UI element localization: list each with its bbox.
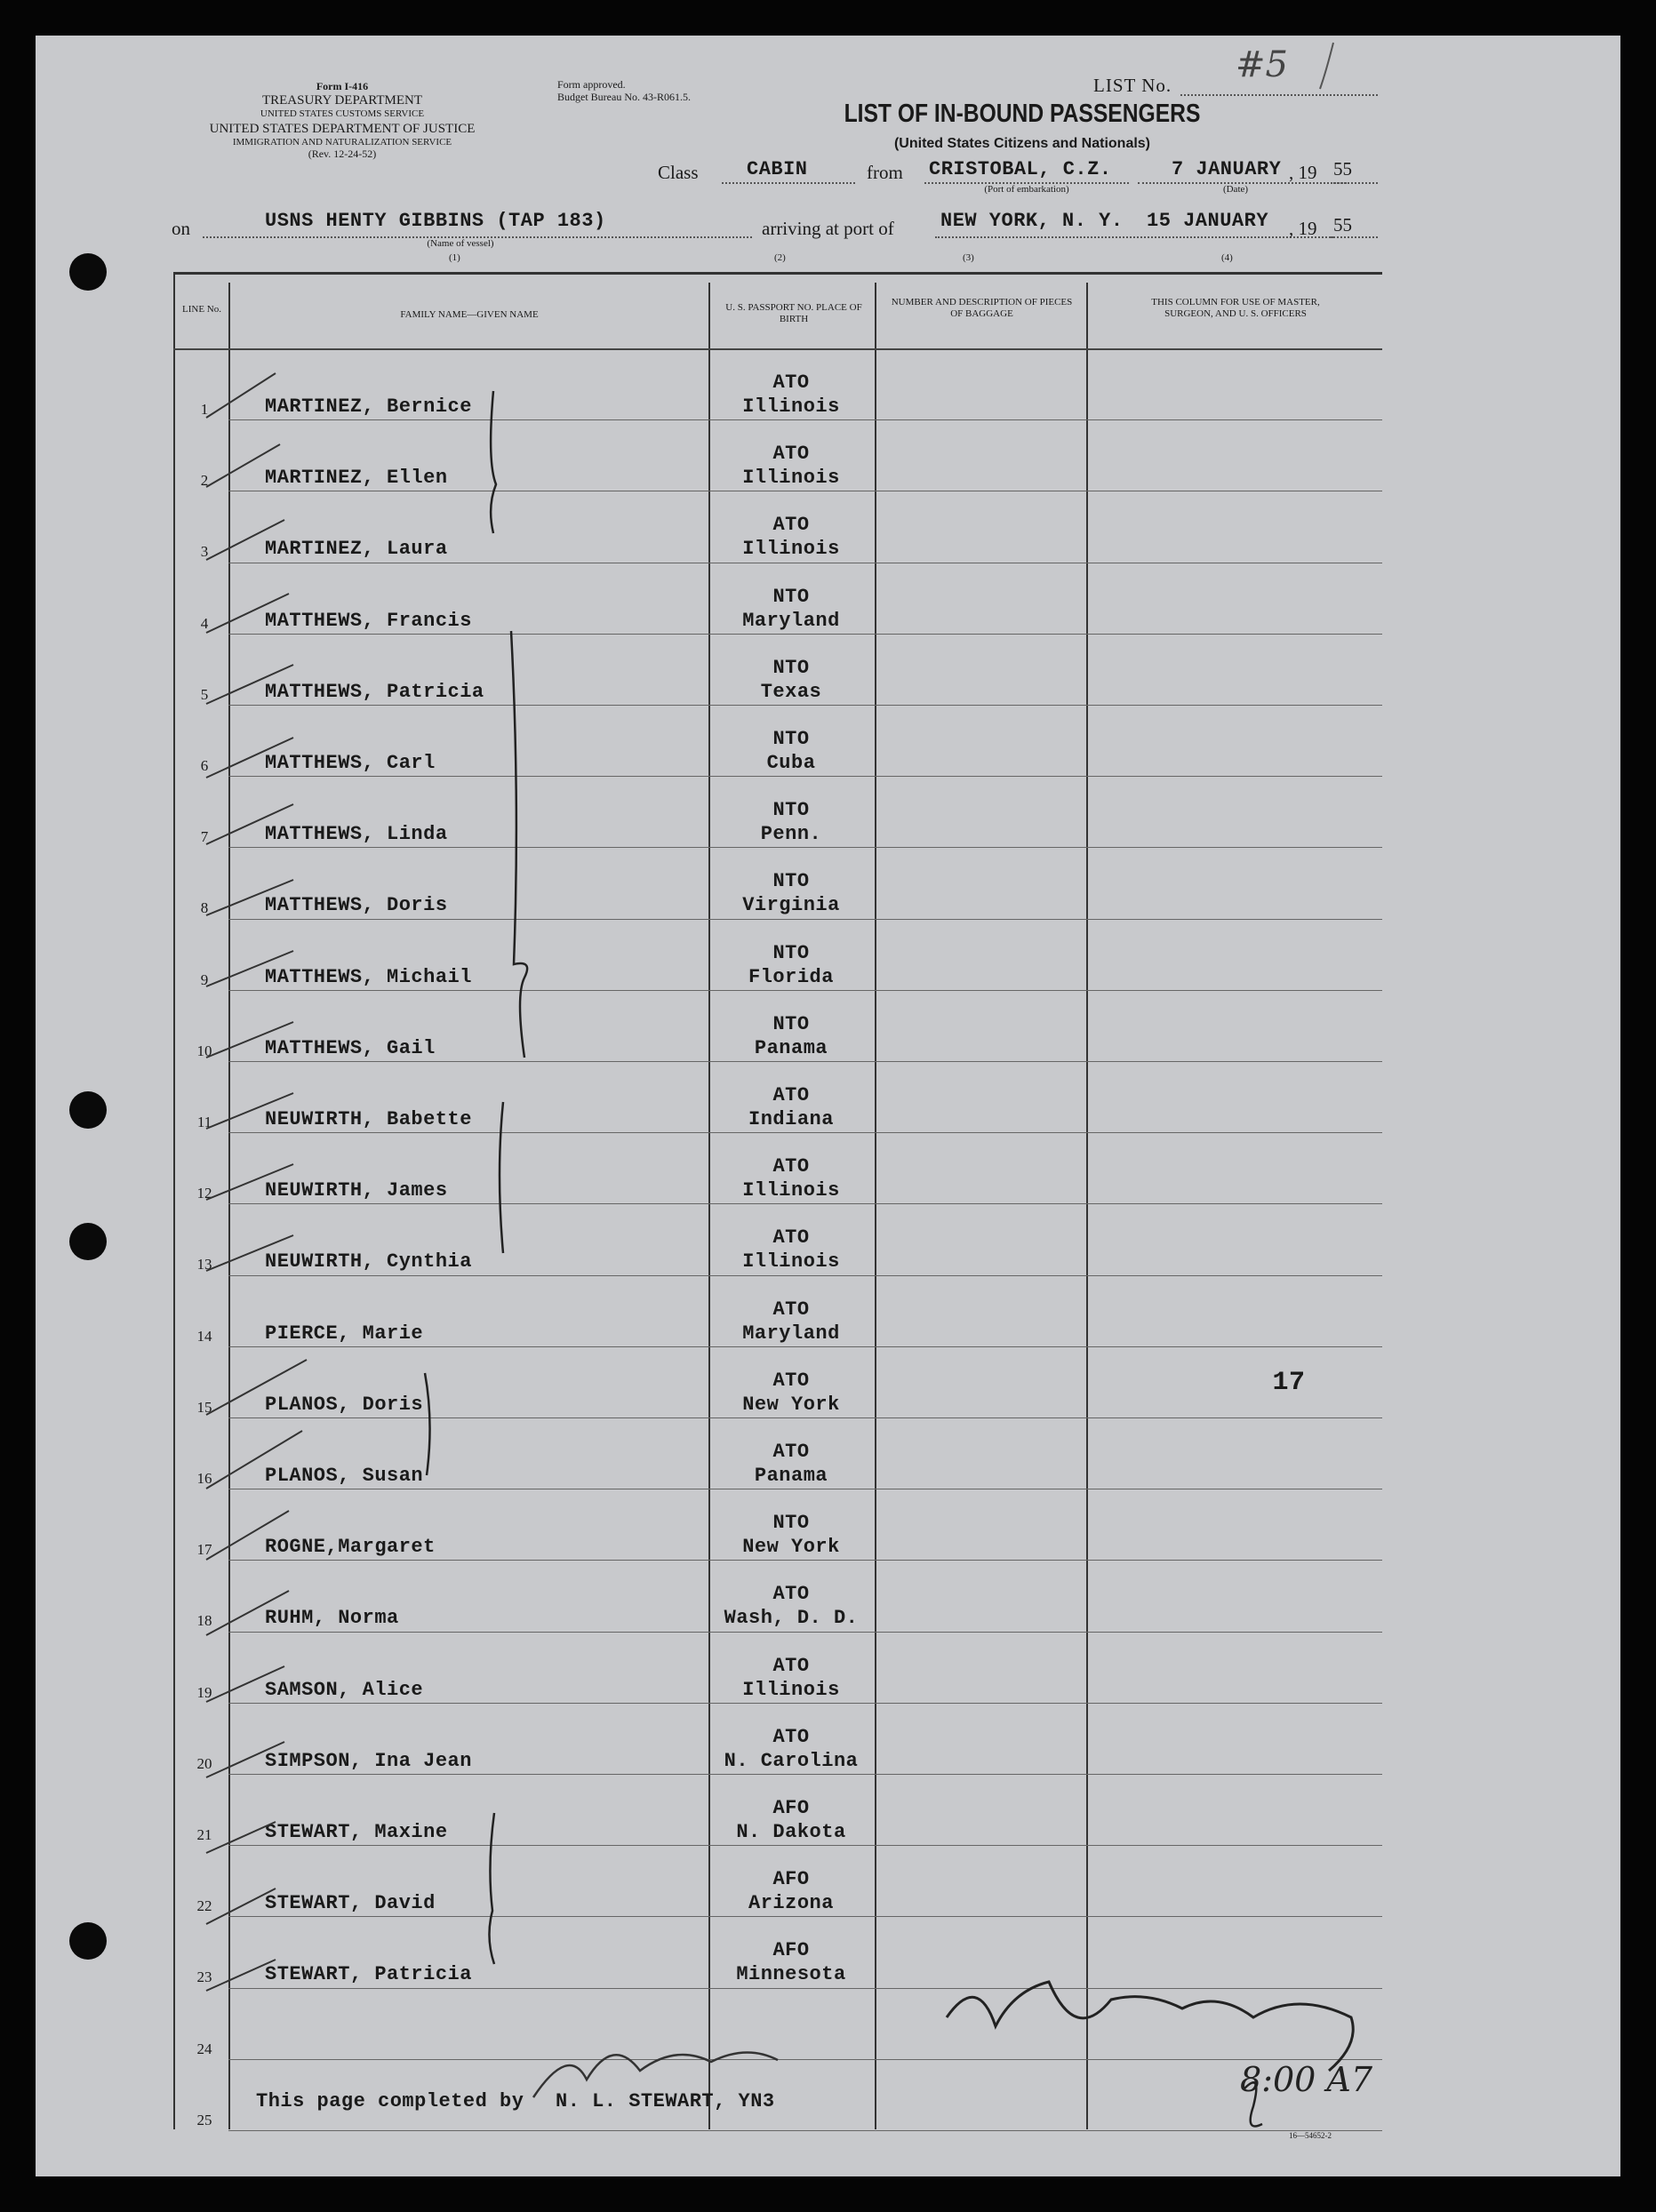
passenger-name: MATTHEWS, Doris xyxy=(265,894,448,917)
birth-place: New York xyxy=(742,1536,840,1559)
passenger-name: MATTHEWS, Francis xyxy=(265,609,472,632)
arrival-port: NEW YORK, N. Y. xyxy=(940,210,1124,232)
line-number: 11 xyxy=(196,1114,212,1130)
line-number: 6 xyxy=(200,757,209,774)
form-code: 16—54652-2 xyxy=(1289,2131,1332,2140)
line-number: 1 xyxy=(200,401,209,418)
birth-place: Cuba xyxy=(766,752,816,774)
passenger-name: SIMPSON, Ina Jean xyxy=(265,1749,472,1772)
line-number: 17 xyxy=(196,1541,212,1559)
line-number: 8 xyxy=(200,899,209,917)
birth-place: Illinois xyxy=(742,1179,840,1202)
line-number: 3 xyxy=(200,543,209,561)
passenger-name: NEUWIRTH, Cynthia xyxy=(265,1250,472,1274)
passport-code: NTO xyxy=(772,799,810,822)
line-number: 4 xyxy=(200,614,209,632)
customs-service: UNITED STATES CUSTOMS SERVICE xyxy=(260,108,425,119)
passport-code: ATO xyxy=(772,1654,810,1677)
bracket-mark xyxy=(489,1813,494,1964)
revision-date: (Rev. 12-24-52) xyxy=(308,148,377,160)
form-title: LIST OF IN-BOUND PASSENGERS xyxy=(844,100,1201,128)
class-value: CABIN xyxy=(747,158,808,180)
passport-code: AFO xyxy=(772,1868,810,1891)
passenger-name: MATTHEWS, Linda xyxy=(265,823,448,846)
passport-code: ATO xyxy=(772,1155,810,1178)
line-number: 12 xyxy=(196,1185,212,1202)
line-number: 23 xyxy=(196,1968,212,1986)
passenger-name: STEWART, David xyxy=(265,1892,436,1915)
line-number: 19 xyxy=(196,1683,212,1701)
bracket-mark xyxy=(425,1373,430,1475)
header-line-no: LINE No. xyxy=(182,304,221,315)
bracket-mark xyxy=(511,631,527,1058)
birth-place: Illinois xyxy=(742,467,840,490)
passenger-name: RUHM, Norma xyxy=(265,1607,399,1630)
vessel-name: USNS HENTY GIBBINS (TAP 183) xyxy=(265,210,606,232)
passport-code: ATO xyxy=(772,1298,810,1321)
passport-code: NTO xyxy=(772,1512,810,1535)
birth-place: Florida xyxy=(748,965,834,988)
bracket-mark xyxy=(491,391,496,533)
birth-place: Texas xyxy=(760,680,822,703)
birth-place: Illinois xyxy=(742,538,840,561)
line-number: 16 xyxy=(196,1470,212,1487)
birth-place: Illinois xyxy=(742,1678,840,1701)
list-no-handwritten: #5 xyxy=(1236,44,1288,85)
passport-code: NTO xyxy=(772,585,810,608)
passenger-name: MARTINEZ, Laura xyxy=(265,538,448,561)
passport-code: ATO xyxy=(772,514,810,537)
from-label: from xyxy=(867,162,903,183)
budget-bureau: Budget Bureau No. 43-R061.5. xyxy=(557,91,691,103)
passenger-name: PIERCE, Marie xyxy=(265,1322,424,1345)
passport-code: NTO xyxy=(772,870,810,893)
birth-place: Panama xyxy=(754,1465,828,1487)
arrival-date: 15 JANUARY xyxy=(1147,210,1269,232)
passenger-name: NEUWIRTH, Babette xyxy=(265,1108,472,1130)
line-number: 2 xyxy=(200,472,209,490)
col-number-4: (4) xyxy=(1221,252,1233,263)
passenger-name: MATTHEWS, Gail xyxy=(265,1036,436,1059)
vessel-caption: (Name of vessel) xyxy=(427,238,494,249)
completed-by-label: This page completed by xyxy=(256,2090,524,2112)
birth-place: Maryland xyxy=(742,1322,840,1345)
passport-code: ATO xyxy=(772,371,810,394)
col-number-2: (2) xyxy=(774,252,786,263)
passport-code: NTO xyxy=(772,656,810,679)
passport-code: NTO xyxy=(772,1012,810,1035)
line-number: 18 xyxy=(196,1612,212,1630)
header-baggage: NUMBER AND DESCRIPTION OF PIECES OF BAGGAGE xyxy=(891,297,1073,319)
line-number: 25 xyxy=(196,2111,212,2128)
birth-place: New York xyxy=(742,1393,840,1416)
passenger-name: STEWART, Patricia xyxy=(265,1963,472,1986)
depart-year-prefix: , 19 xyxy=(1289,162,1317,183)
birth-place: Indiana xyxy=(748,1108,834,1130)
list-no-label: LIST No. xyxy=(1093,75,1172,96)
line-number: 7 xyxy=(200,828,209,846)
birth-place: N. Dakota xyxy=(736,1821,846,1843)
birth-place: Maryland xyxy=(742,609,840,632)
passport-code: ATO xyxy=(772,1583,810,1606)
treasury-dept: TREASURY DEPARTMENT xyxy=(261,93,423,108)
header-name: FAMILY NAME—GIVEN NAME xyxy=(400,309,539,320)
arrival-year-prefix: , 19 xyxy=(1289,218,1317,239)
passenger-name: MATTHEWS, Patricia xyxy=(265,680,484,703)
line-number: 15 xyxy=(196,1398,212,1416)
line-number: 20 xyxy=(196,1754,212,1772)
passport-code: ATO xyxy=(772,1441,810,1463)
passenger-name: SAMSON, Alice xyxy=(265,1678,424,1701)
passport-code: ATO xyxy=(772,1084,810,1106)
passenger-name: NEUWIRTH, James xyxy=(265,1179,448,1202)
birth-place: Wash, D. D. xyxy=(724,1607,859,1630)
birth-place: Penn. xyxy=(760,823,822,846)
officer-note: 17 xyxy=(1272,1367,1306,1398)
check-marks xyxy=(206,373,307,1991)
birth-place: Panama xyxy=(754,1036,828,1059)
passenger-name: ROGNE,Margaret xyxy=(265,1536,436,1559)
birth-place: Illinois xyxy=(742,1250,840,1274)
ins-service: IMMIGRATION AND NATURALIZATION SERVICE xyxy=(232,137,452,148)
embark-caption: (Port of embarkation) xyxy=(984,184,1069,195)
birth-place: N. Carolina xyxy=(724,1749,859,1772)
passenger-name: MARTINEZ, Bernice xyxy=(265,395,472,418)
embark-port: CRISTOBAL, C.Z. xyxy=(929,158,1112,180)
birth-place: Minnesota xyxy=(736,1963,846,1986)
passport-code: ATO xyxy=(772,1725,810,1748)
class-label: Class xyxy=(658,162,699,183)
line-number: 5 xyxy=(200,685,209,703)
arrival-year: 55 xyxy=(1333,214,1352,236)
passenger-name: PLANOS, Susan xyxy=(265,1465,424,1487)
passenger-name: PLANOS, Doris xyxy=(265,1393,424,1416)
birth-place: Arizona xyxy=(748,1892,834,1915)
passport-code: NTO xyxy=(772,728,810,750)
depart-date: 7 JANUARY xyxy=(1172,158,1282,180)
form-approved: Form approved. xyxy=(557,78,626,91)
officer-time-mark: 8:00 A7 xyxy=(1240,2060,1373,2099)
header-officers: THIS COLUMN FOR USE OF MASTER, SURGEON, AND U. S. OFFICERS xyxy=(1151,297,1320,319)
line-number: 10 xyxy=(196,1042,212,1059)
birth-place: Illinois xyxy=(742,395,840,418)
on-label: on xyxy=(172,218,190,239)
bracket-mark xyxy=(500,1102,503,1253)
date-caption: (Date) xyxy=(1222,184,1249,195)
line-number: 24 xyxy=(196,2040,212,2057)
passport-code: ATO xyxy=(772,443,810,466)
header-passport: U. S. PASSPORT NO. PLACE OF BIRTH xyxy=(725,302,862,324)
passport-code: AFO xyxy=(772,1939,810,1962)
col-number-3: (3) xyxy=(963,252,974,263)
depart-year: 55 xyxy=(1333,158,1352,180)
col-number-1: (1) xyxy=(449,252,460,263)
form-number: Form I-416 xyxy=(316,80,369,92)
form-subtitle: (United States Citizens and Nationals) xyxy=(893,136,1151,151)
arriving-label: arriving at port of xyxy=(762,218,894,239)
passenger-name: STEWART, Maxine xyxy=(265,1821,448,1843)
passenger-name: MATTHEWS, Michail xyxy=(265,965,472,988)
passport-code: ATO xyxy=(772,1226,810,1250)
justice-dept: UNITED STATES DEPARTMENT OF JUSTICE xyxy=(209,122,476,136)
line-number: 9 xyxy=(200,970,209,988)
passenger-name: MARTINEZ, Ellen xyxy=(265,467,448,490)
completed-by-name: N. L. STEWART, YN3 xyxy=(556,2090,775,2112)
line-number: 13 xyxy=(196,1256,212,1274)
line-number: 21 xyxy=(196,1826,212,1843)
passport-code: ATO xyxy=(772,1369,810,1392)
passenger-name: MATTHEWS, Carl xyxy=(265,752,436,774)
birth-place: Virginia xyxy=(742,894,840,917)
line-number: 14 xyxy=(196,1327,212,1345)
line-number: 22 xyxy=(196,1897,212,1915)
completed-signature xyxy=(533,2052,778,2097)
passport-code: AFO xyxy=(772,1797,810,1819)
passport-code: NTO xyxy=(772,941,810,964)
inspector-signature xyxy=(947,1982,1353,2071)
